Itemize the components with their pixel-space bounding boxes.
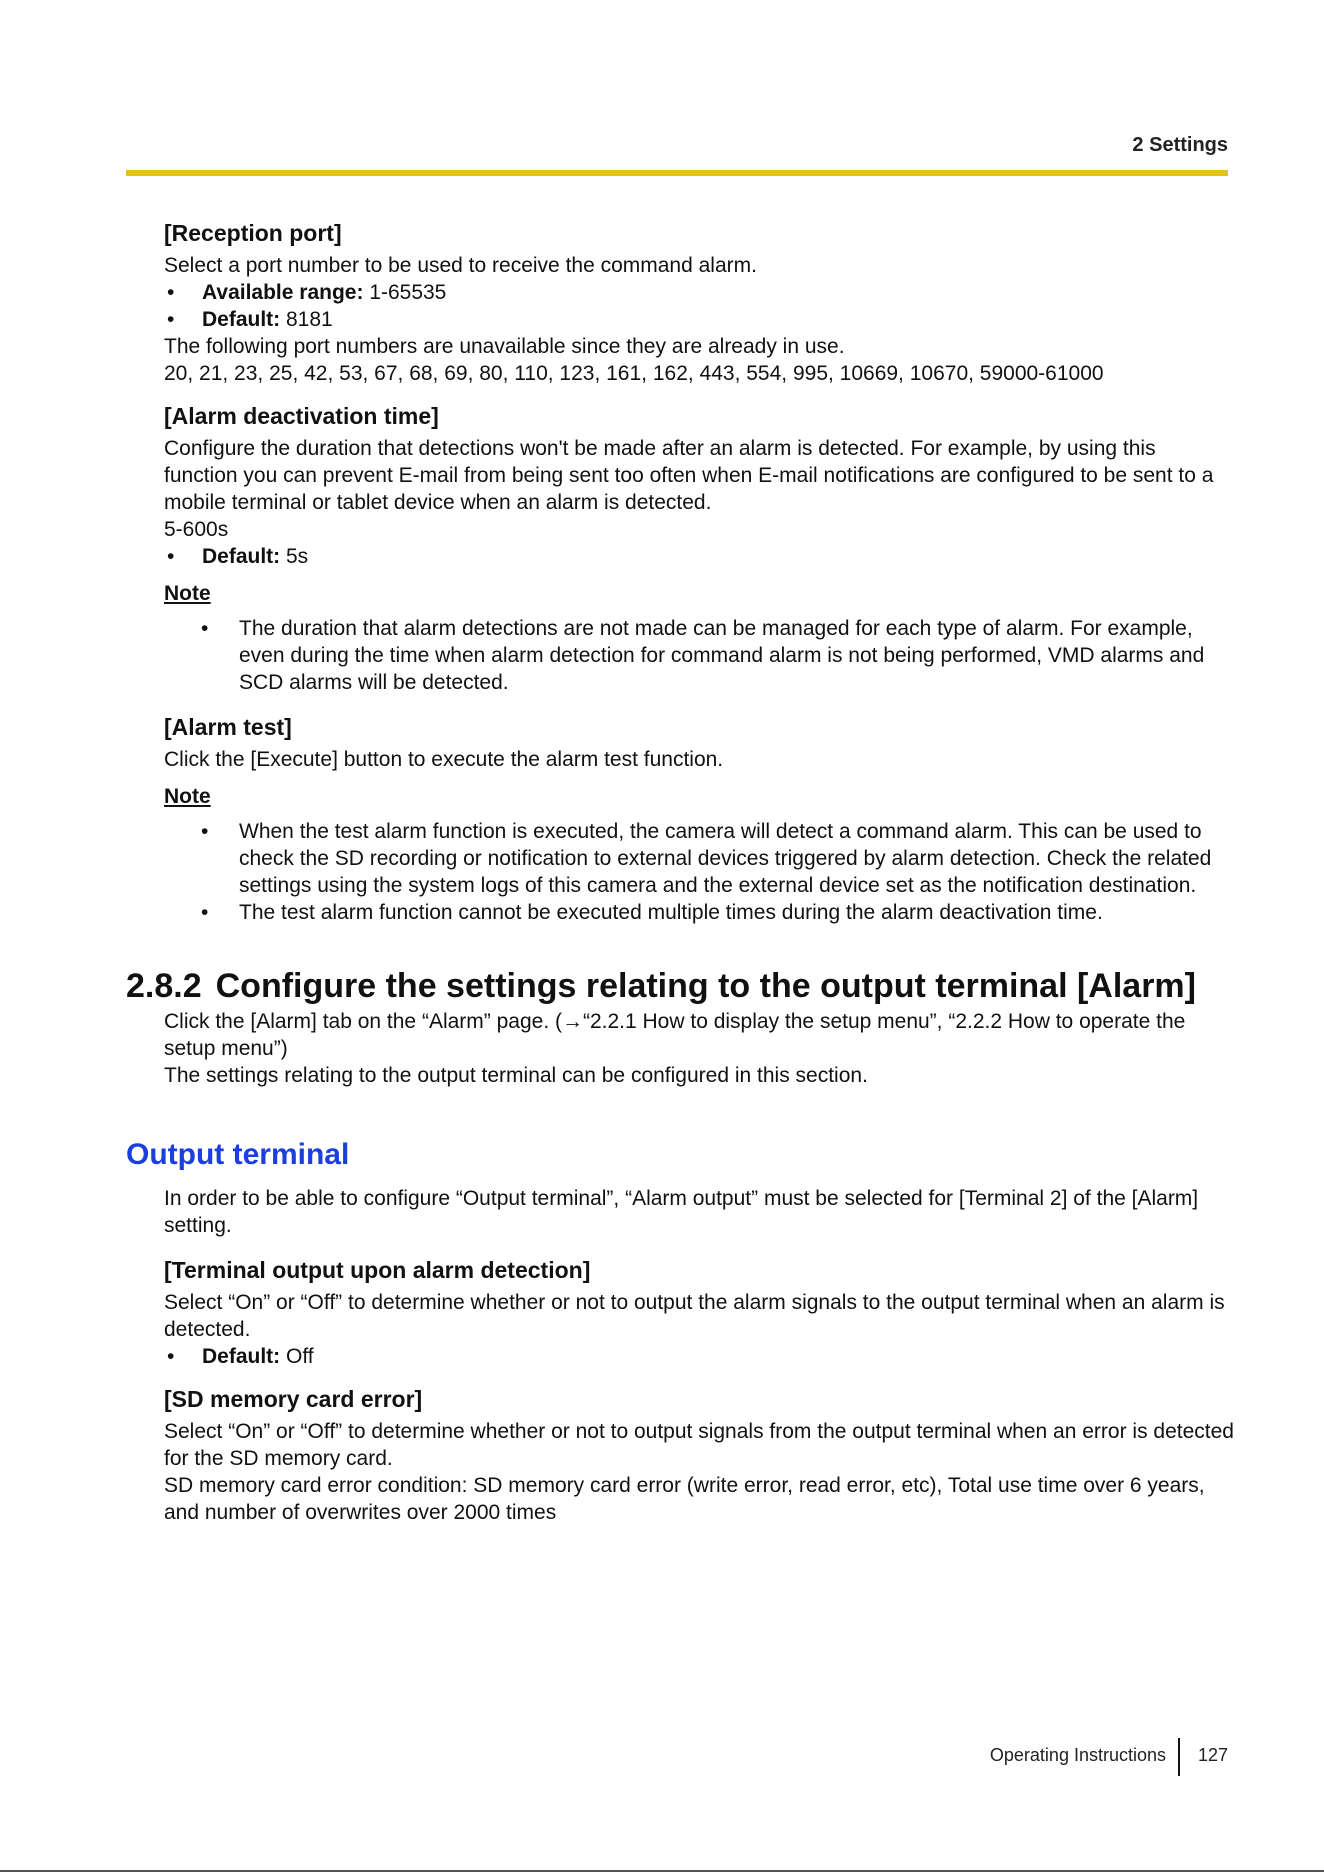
alarm-deactivation-heading: [Alarm deactivation time] xyxy=(164,403,439,429)
unavailable-text: The following port numbers are unavailable since they are already in use. xyxy=(164,335,845,358)
reception-port-heading: [Reception port] xyxy=(164,220,342,246)
alarm-test-section xyxy=(164,712,1234,926)
reception-port-bullets xyxy=(164,279,1234,333)
alarm-deactivation-section xyxy=(164,401,1234,696)
note-label: Note xyxy=(164,582,211,605)
section-title: Configure the settings relating to the output terminal [Alarm] xyxy=(215,967,1196,1005)
note-item: • When the test alarm function is executed, the camera will detect a command alarm. This can be used to check the SD recording or notification to external devices triggered by alarm detection. Check the related settings using the system logs of this camera and the external device set as the notification destination. xyxy=(239,818,1234,899)
default-item xyxy=(164,1343,1234,1370)
terminal-output-heading: [Terminal output upon alarm detection] xyxy=(164,1257,591,1283)
section-heading xyxy=(126,964,1236,1008)
running-header: 2 Settings xyxy=(1132,134,1228,156)
note-label: Note xyxy=(164,785,211,808)
default-item xyxy=(164,543,1234,570)
alarm-test-desc: Click the [Execute] button to execute the alarm test function. xyxy=(164,748,724,771)
default-value: Off xyxy=(280,1345,314,1368)
footer-doc-title: Operating Instructions xyxy=(989,1745,1166,1765)
note-list xyxy=(164,818,1234,926)
footer-separator xyxy=(1178,1738,1180,1776)
reception-port-section xyxy=(164,218,1234,387)
default-value: 8181 xyxy=(280,308,333,331)
section-intro: Click the [Alarm] tab on the “Alarm” page. (→“2.2.1 How to display the setup menu”, “2.2.2 How to operate the setup menu”) xyxy=(164,1010,1186,1060)
header-rule xyxy=(126,170,1228,176)
note-item: • The test alarm function cannot be executed multiple times during the alarm deactivation time. xyxy=(239,899,1234,926)
page-content xyxy=(126,218,1234,1540)
section-intro: The settings relating to the output terminal can be configured in this section. xyxy=(164,1064,868,1087)
note-item: • The duration that alarm detections are not made can be managed for each type of alarm. For example, even during the time when alarm detection for command alarm is not being performed, VMD alarms and SCD alarms will be detected. xyxy=(239,615,1234,696)
terminal-output-desc: Select “On” or “Off” to determine whether or not to output the alarm signals to the output terminal when an alarm is detected. xyxy=(164,1291,1225,1341)
terminal-output-bullets xyxy=(164,1343,1234,1370)
sd-error-section xyxy=(164,1384,1234,1526)
range-label: Available range: xyxy=(202,281,364,304)
default-label: Default: xyxy=(202,1345,281,1368)
range-item xyxy=(164,279,1234,306)
note-list xyxy=(164,615,1234,696)
sd-error-condition: SD memory card error condition: SD memory card error (write error, read error, etc), Total use time over 6 years, and number of overwrites over 2000 times xyxy=(164,1474,1205,1524)
page-number: 127 xyxy=(1198,1745,1229,1765)
default-label: Default: xyxy=(202,308,281,331)
default-value: 5s xyxy=(280,545,309,568)
default-item xyxy=(164,306,1234,333)
sd-error-desc: Select “On” or “Off” to determine whether or not to output signals from the output terminal when an error is detected for the SD memory card. xyxy=(164,1420,1234,1470)
reception-port-desc: Select a port number to be used to receive the command alarm. xyxy=(164,254,757,277)
output-terminal-intro: In order to be able to configure “Output terminal”, “Alarm output” must be selected for [Terminal 2] of the [Alarm] setting. xyxy=(164,1187,1199,1237)
alarm-deactivation-range: 5-600s xyxy=(164,518,229,541)
alarm-deactivation-desc: Configure the duration that detections won't be made after an alarm is detected. For example, by using this function you can prevent E-mail from being sent too often when E-mail notifications are configured to be sent to a mobile terminal or tablet device when an alarm is detected. xyxy=(164,437,1214,514)
output-terminal-heading: Output terminal xyxy=(126,1138,350,1171)
alarm-test-heading: [Alarm test] xyxy=(164,714,292,740)
terminal-output-section xyxy=(164,1255,1234,1370)
section-number: 2.8.2 xyxy=(126,967,202,1005)
default-label: Default: xyxy=(202,545,281,568)
sd-error-heading: [SD memory card error] xyxy=(164,1386,423,1412)
unavailable-ports: 20, 21, 23, 25, 42, 53, 67, 68, 69, 80, 110, 123, 161, 162, 443, 554, 995, 10669, 10670, 59000-61000 xyxy=(164,362,1104,385)
range-value: 1-65535 xyxy=(363,281,447,304)
alarm-deactivation-bullets xyxy=(164,543,1234,570)
